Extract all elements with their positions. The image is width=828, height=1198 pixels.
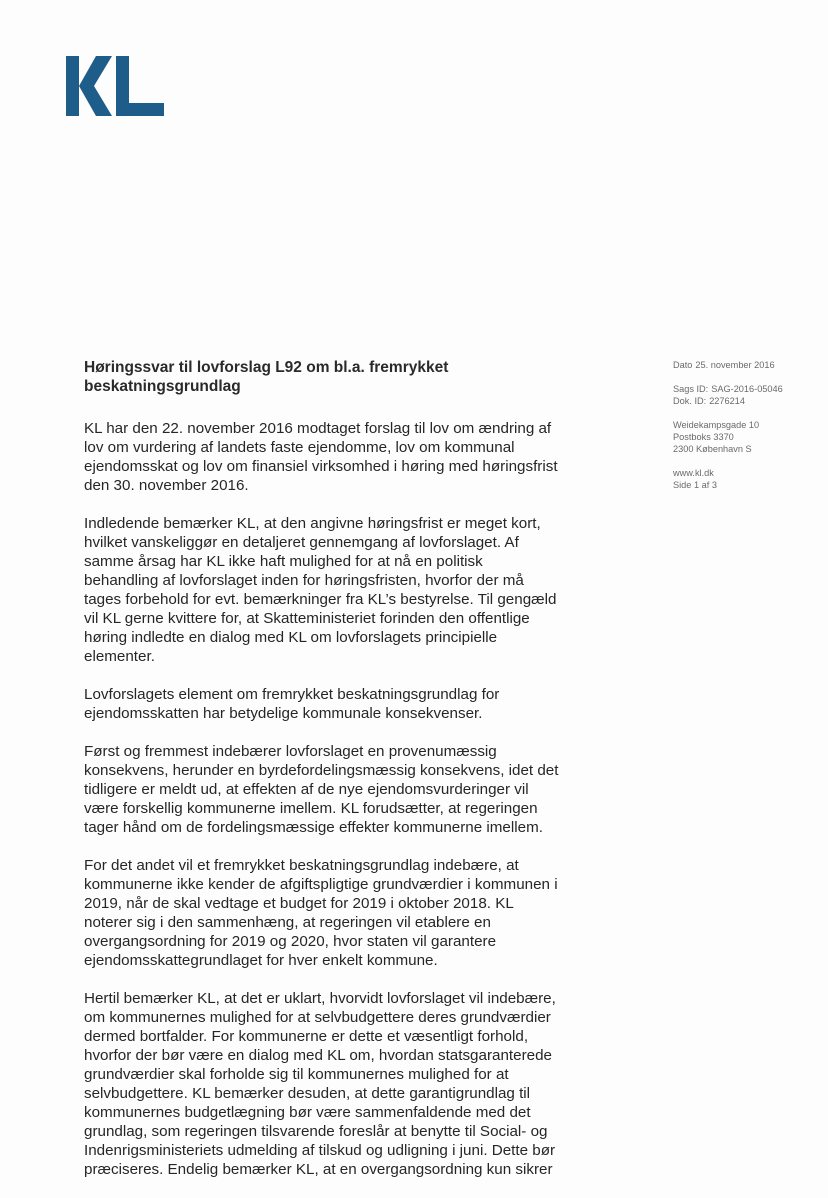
web-page-block [673, 467, 823, 491]
case-id-value: SAG-2016-05046 [711, 384, 783, 394]
paragraph: For det andet vil et fremrykket beskatningsgrundlag indebære, at kommunerne ikke kender de afgiftspligtige grundværdier i kommunen i 2019, når de skal vedtage et budget for 2019 i oktober 2018. KL noterer sig i den sammenhæng, at regeringen vil etablere en overgangsordning for 2019 og 2020, hvor staten vil garantere ejendomsskattegrundlaget for hver enkelt kommune. [84, 857, 558, 969]
doc-id-label: Dok. ID: [673, 396, 707, 406]
address-block [673, 419, 823, 455]
letter-metadata [673, 359, 823, 503]
address-city: 2300 København S [673, 444, 752, 454]
kl-logo [66, 56, 166, 116]
website-link[interactable]: www.kl.dk [673, 468, 714, 478]
paragraph: Først og fremmest indebærer lovforslaget en provenumæssig konsekvens, herunder en byrdefordelingsmæssig konsekvens, idet det tidligere er meldt ud, at effekten af de nye ejendomsvurderinger vil være forskellig kommunerne imellem. KL forudsætter, at regeringen tager hånd om de fordelingsmæssige effekter kommunerne imellem. [84, 743, 559, 836]
date-value: 25. november 2016 [695, 360, 775, 370]
paragraph: Hertil bemærker KL, at det er uklart, hvorvidt lovforslaget vil indebære, om kommunernes mulighed for at selvbudgettere deres grundværdier dermed bortfalder. For kommunerne er dette et væsentligt forhold, hvorfor der bør være en dialog med KL om, hvordan statsgaranterede grundværdier skal forholde sig til kommunernes mulighed for at selvbudgettere. KL bemærker desuden, at dette garantigrundlag til kommunernes budgetlægning bør være sammenfaldende med det grundlag, som regeringen tilsvarende foreslår at benytte til Social- og Indenrigsministeriets udmelding af tilskud og udligning i juni. Dette bør præciseres. Endelig bemærker KL, at en overgangsordning kun sikrer [84, 990, 556, 1178]
paragraph: KL har den 22. november 2016 modtaget forslag til lov om ændring af lov om vurdering af landets faste ejendomme, lov om kommunal ejendomsskat og lov om finansiel virksomhed i høring med høringsfrist den 30. november 2016. [84, 420, 558, 494]
paragraph: Lovforslagets element om fremrykket beskatningsgrundlag for ejendomsskatten har betydelige kommunale konsekvenser. [84, 686, 500, 722]
case-ids-block [673, 383, 823, 407]
paragraph: Indledende bemærker KL, at den angivne høringsfrist er meget kort, hvilket vanskeliggør en detaljeret gennemgang af lovforslaget. Af samme årsag har KL ikke haft mulighed for at nå en politisk behandling af lovforslaget inden for høringsfristen, hvorfor der må tages forbehold for evt. bemærkninger fra KL’s bestyrelse. Til gengæld vil KL gerne kvittere for, at Skatteministeriet forinden den offentlige høring indledte en dialog med KL om lovforslagets principielle elementer. [84, 515, 557, 665]
date-label: Dato [673, 360, 693, 370]
address-pobox: Postboks 3370 [673, 432, 734, 442]
page-number: Side 1 af 3 [673, 480, 717, 490]
letter-body [84, 419, 559, 1198]
case-id-label: Sags ID: [673, 384, 709, 394]
document-title: Høringssvar til lovforslag L92 om bl.a. fremrykket beskatningsgrundlag [84, 359, 449, 395]
doc-id-value: 2276214 [709, 396, 745, 406]
address-street: Weidekampsgade 10 [673, 420, 760, 430]
date-block [673, 359, 823, 371]
